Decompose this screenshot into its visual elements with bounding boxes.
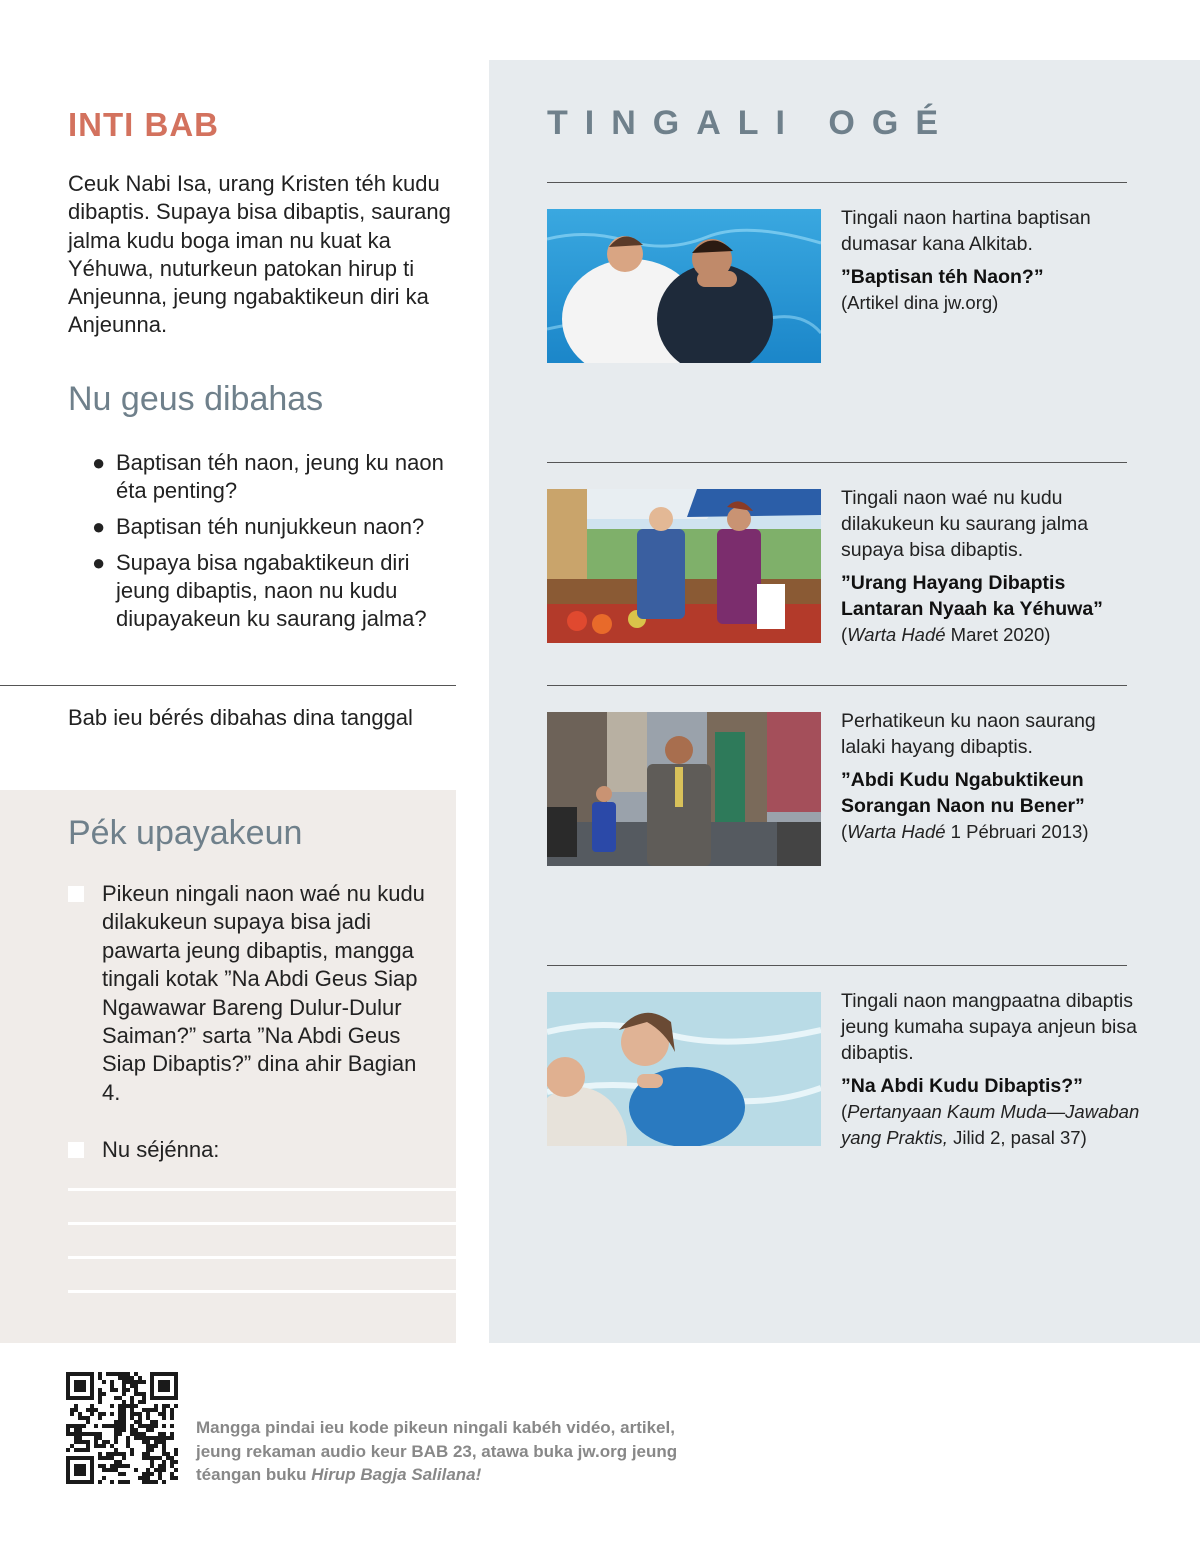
see-also-title: TINGALI OGÉ	[547, 104, 955, 142]
chapter-summary-title: INTI BAB	[68, 106, 219, 143]
card-source: (Warta Hadé Maret 2020)	[841, 624, 1051, 645]
card-description: Tingali naon hartina baptisan dumasar kana Alkitab.	[841, 207, 1091, 255]
divider	[547, 965, 1127, 966]
card-description: Tingali naon waé nu kudu dilakukeun ku saurang jalma supaya bisa dibaptis.	[841, 487, 1089, 561]
qr-code[interactable]	[66, 1372, 178, 1484]
checkbox[interactable]	[68, 886, 84, 902]
card-source: (Warta Hadé 1 Pébruari 2013)	[841, 821, 1089, 842]
review-list	[92, 449, 452, 641]
divider	[0, 685, 456, 686]
card-description: Tingali naon mangpaatna dibaptis jeung kumaha supaya anjeun bisa dibaptis.	[841, 990, 1137, 1064]
task-item-other: Nu séjénna:	[102, 1137, 220, 1162]
chapter-summary-text: Ceuk Nabi Isa, urang Kristen téh kudu dibaptis. Supaya bisa dibaptis, saurang jalma kudu boga iman nu kuat ka Yéhuwa, nuturkeun patokan hirup ti Anjeunna, jeung ngabaktikeun diri ka Anjeunna.	[68, 171, 451, 338]
card-title-link[interactable]: ”Urang Hayang Dibaptis Lantaran Nyaah ka Yéhuwa”	[841, 572, 1103, 620]
card-2	[841, 485, 1141, 648]
card-title-link[interactable]: ”Abdi Kudu Ngabuktikeun Sorangan Naon nu Bener”	[841, 769, 1085, 817]
try-this-title: Pék upayakeun	[68, 814, 303, 852]
card-description: Perhatikeun ku naon saurang lalaki hayang dibaptis.	[841, 710, 1096, 758]
completion-date-label: Bab ieu bérés dibahas dina tanggal	[68, 705, 413, 730]
divider	[547, 462, 1127, 463]
list-item: ● Baptisan téh nunjukkeun naon?	[92, 513, 452, 541]
list-item: ● Baptisan téh naon, jeung ku naon éta penting?	[92, 450, 444, 504]
card-title-link[interactable]: ”Baptisan téh Naon?”	[841, 266, 1044, 288]
city-street-man-photo[interactable]	[547, 712, 821, 866]
card-source: (Pertanyaan Kaum Muda—Jawaban yang Praktis, Jilid 2, pasal 37)	[841, 1101, 1140, 1148]
card-4	[841, 988, 1141, 1151]
divider	[547, 685, 1127, 686]
youth-baptism-photo[interactable]	[547, 992, 821, 1146]
write-line[interactable]	[68, 1188, 456, 1191]
write-line[interactable]	[68, 1256, 456, 1259]
market-conversation-photo[interactable]	[547, 489, 821, 643]
baptism-pool-photo[interactable]	[547, 209, 821, 363]
footer-instructions: Mangga pindai ieu kode pikeun ningali kabéh vidéo, artikel, jeung rekaman audio keur BAB 23, atawa buka jw.org jeung téangan buku Hirup Bagja Salilana!	[196, 1418, 678, 1484]
bullet-icon: ●	[92, 549, 106, 575]
card-3	[841, 708, 1141, 845]
write-line[interactable]	[68, 1290, 456, 1293]
task-item: Pikeun ningali naon waé nu kudu dilakukeun supaya bisa jadi pawarta jeung dibaptis, mangga tingali kotak ”Na Abdi Geus Siap Ngawawar Bareng Dulur-Dulur Saiman?” sarta ”Na Abdi Geus Siap Dibaptis?” dina ahir Bagian 4.	[102, 881, 425, 1105]
card-source: (Artikel dina jw.org)	[841, 292, 999, 313]
bullet-icon: ●	[92, 514, 106, 540]
card-1	[841, 205, 1141, 316]
review-title: Nu geus dibahas	[68, 380, 324, 418]
divider	[547, 182, 1127, 183]
checkbox[interactable]	[68, 1142, 84, 1158]
card-title-link[interactable]: ”Na Abdi Kudu Dibaptis?”	[841, 1075, 1083, 1097]
list-item: ● Supaya bisa ngabaktikeun diri jeung dibaptis, naon nu kudu diupayakeun ku saurang jalma?	[92, 549, 427, 632]
write-line[interactable]	[68, 1222, 456, 1225]
bullet-icon: ●	[92, 450, 106, 475]
